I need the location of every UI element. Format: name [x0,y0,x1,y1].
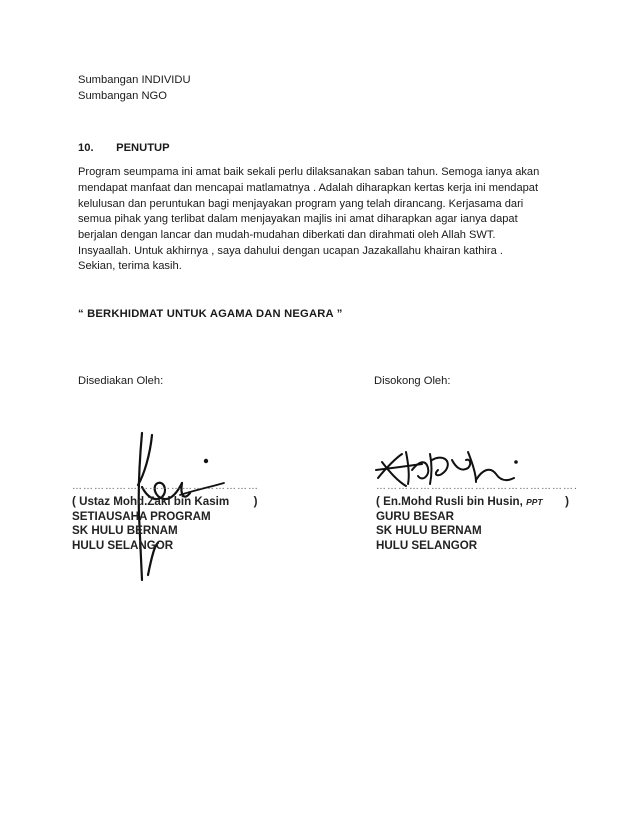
closing-remark: Sekian, terima kasih. [78,260,182,272]
paragraph-line: berjalan dengan lancar dan mudah-mudahan diberkati dan dirahmati oleh Allah SWT. [78,229,496,242]
section-heading [78,142,170,154]
supporter-close-paren: ) [565,495,569,508]
preparer-close-paren: ) [253,495,258,508]
preparer-role: SETIAUSAHA PROGRAM [72,509,211,523]
supporter-honorific: PPT [526,497,543,507]
motto: “ BERKHIDMAT UNTUK AGAMA DAN NEGARA ” [78,308,343,320]
supported-by-block [376,481,578,553]
section-number: 10. [78,142,94,154]
supported-by-label: Disokong Oleh: [374,375,451,387]
paragraph-line: mendapat manfaat dan mencapai matlamatnya . Adalah diharapkan kertas kerja ini mendapat [78,181,539,194]
prepared-by-block [72,481,259,553]
closing-paragraph [78,166,560,261]
supporter-district: HULU SELANGOR [376,538,478,552]
contribution-ngo: Sumbangan NGO [78,90,167,102]
preparer-name-line [72,495,259,510]
supporter-role: GURU BESAR [376,509,454,523]
paragraph-line: Insyaallah. Untuk akhirnya , saya dahului dengan ucapan Jazakallahu khairan kathira . [78,244,503,257]
paragraph-line: kelulusan dan peruntukan bagi menjayakan program yang telah dirancang. Kerjasama dari [78,197,524,210]
contribution-list [78,73,191,105]
section-title: PENUTUP [116,142,170,154]
signature-line: ………………………………………………. [376,481,578,492]
contribution-individual: Sumbangan INDIVIDU [78,74,191,86]
preparer-district: HULU SELANGOR [72,538,174,552]
preparer-name: ( Ustaz Mohd.Zaki bin Kasim [72,495,230,508]
prepared-by-label: Disediakan Oleh: [78,375,164,387]
paragraph-line: Program seumpama ini amat baik sekali perlu dilaksanakan saban tahun. Semoga ianya akan [78,166,540,178]
supporter-school: SK HULU BERNAM [376,524,482,537]
preparer-school: SK HULU BERNAM [72,524,178,537]
supporter-name-line [376,495,578,510]
signature-line: …………………………………………… [72,481,259,492]
supporter-name: ( En.Mohd Rusli bin Husin, [376,495,523,508]
paragraph-line: semua pihak yang terlibat dalam menjayakan majlis ini amat diharapkan agar ianya dapat [78,213,518,226]
